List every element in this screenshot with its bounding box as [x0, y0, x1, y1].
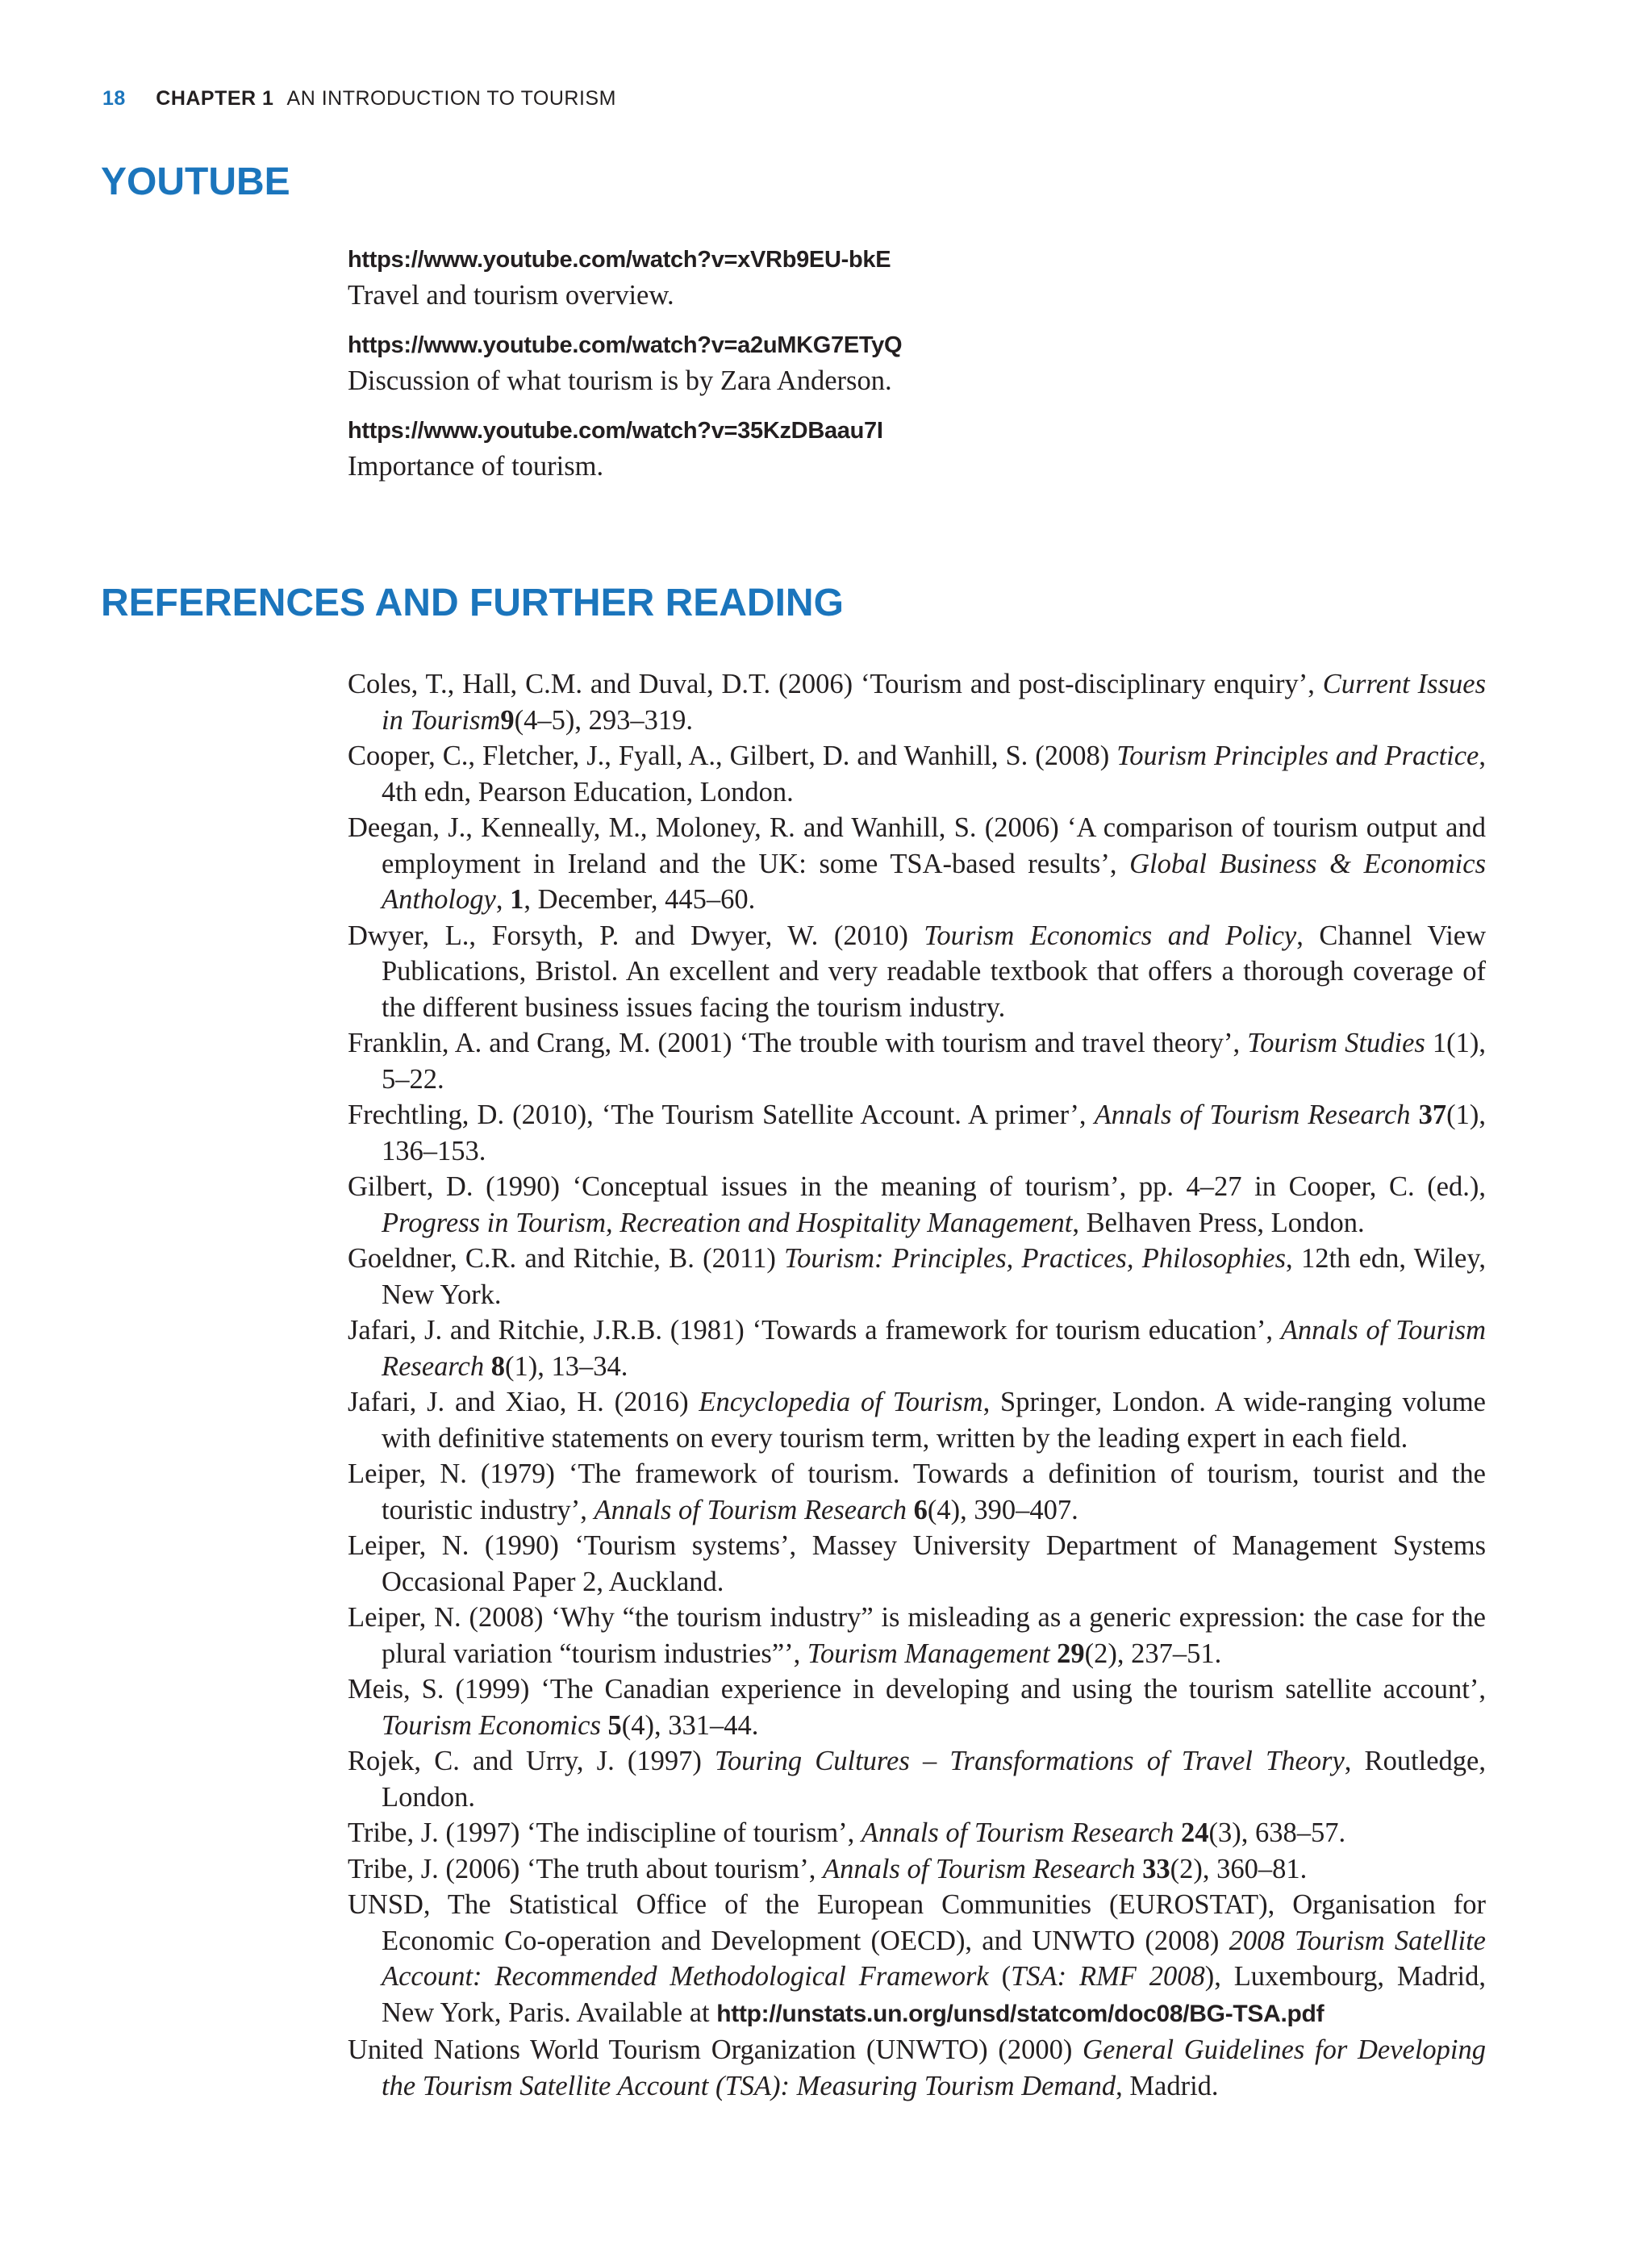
reference-text: (2), 237–51.: [1084, 1638, 1222, 1669]
reference-text: [1136, 1854, 1143, 1884]
reference-title: Global Business & Economics Anthology: [382, 848, 1486, 915]
reference-text: (2), 360–81.: [1170, 1853, 1308, 1884]
reference-title: Annals of Tourism Research: [382, 1315, 1486, 1382]
reference-title: Annals of Tourism Research: [594, 1494, 907, 1525]
reference-title: Tourism Management: [807, 1638, 1050, 1669]
reference-text: (4), 331–44.: [621, 1709, 759, 1741]
reference-title: Progress in Tourism, Recreation and Hospitality Management: [382, 1207, 1073, 1238]
reference-entry: [348, 1671, 1486, 1743]
page-number: 18: [102, 87, 126, 110]
reference-title: 2008 Tourism Satellite Account: Recommended Methodological Framework: [382, 1925, 1486, 1992]
reference-entry: [348, 1743, 1486, 1815]
reference-title: TSA: RMF 2008: [1011, 1961, 1205, 1992]
reference-text: Meis, S. (1999) ‘The Canadian experience in developing and using the tourism satellite account’,: [348, 1674, 1486, 1705]
reference-title: Current Issues in Tourism: [382, 669, 1486, 736]
reference-text: (4), 390–407.: [927, 1494, 1078, 1525]
reference-volume: 8: [490, 1350, 505, 1382]
reference-title: Annals of Tourism Research: [861, 1817, 1174, 1848]
reference-title: General Guidelines for Developing the Tourism Satellite Account (TSA): Measuring Tourism Demand: [382, 2034, 1486, 2101]
reference-entry: [348, 1815, 1486, 1851]
reference-text: , Springer, London. A wide-ranging volume with definitive statements on every tourism term, written by the leading expert in each field.: [382, 1387, 1486, 1454]
reference-text: , Routledge, London.: [382, 1746, 1486, 1813]
youtube-link[interactable]: https://www.youtube.com/watch?v=a2uMKG7ETyQ: [348, 332, 903, 358]
youtube-item: [348, 242, 1477, 313]
reference-title: Tourism Economics and Policy: [924, 920, 1297, 951]
reference-entry: [348, 918, 1486, 1026]
youtube-list: [348, 242, 1477, 499]
reference-title: Tourism: Principles, Practices, Philosophies: [784, 1243, 1287, 1274]
reference-volume: 5: [607, 1709, 622, 1741]
reference-title: Touring Cultures – Transformations of Travel Theory: [715, 1746, 1345, 1776]
youtube-link[interactable]: https://www.youtube.com/watch?v=35KzDBaau7I: [348, 418, 883, 444]
reference-text: ), Luxembourg, Madrid, New York, Paris. Available at: [382, 1961, 1487, 2028]
reference-text: Cooper, C., Fletcher, J., Fyall, A., Gilbert, D. and Wanhill, S. (2008): [348, 741, 1117, 771]
reference-text: Tribe, J. (1997) ‘The indiscipline of tourism’,: [348, 1817, 861, 1848]
reference-volume: 9: [500, 704, 515, 736]
youtube-link[interactable]: https://www.youtube.com/watch?v=xVRb9EU-bkE: [348, 247, 891, 273]
reference-volume: 37: [1418, 1100, 1447, 1130]
reference-volume: 33: [1142, 1853, 1170, 1884]
reference-text: , 12th edn, Wiley, New York.: [382, 1243, 1487, 1310]
reference-text: UNSD, The Statistical Office of the European Communities (EUROSTAT), Organisation for Economic Co-operation and Development (OECD), and UNWTO (2008): [348, 1889, 1486, 1956]
reference-text: (3), 638–57.: [1208, 1817, 1346, 1848]
running-header: [102, 87, 616, 111]
reference-text: Goeldner, C.R. and Ritchie, B. (2011): [348, 1243, 785, 1274]
youtube-item: [348, 328, 1477, 399]
reference-volume: 6: [913, 1494, 928, 1525]
reference-text: (4–5), 293–319.: [514, 704, 693, 736]
reference-title: Encyclopedia of Tourism: [699, 1387, 983, 1417]
reference-title: Tourism Studies: [1247, 1028, 1425, 1058]
reference-entry: [348, 1312, 1486, 1384]
reference-text: 1(1), 5–22.: [382, 1028, 1486, 1095]
youtube-description: Importance of tourism.: [348, 451, 604, 482]
reference-volume: 1: [510, 884, 524, 915]
reference-entry: [348, 1528, 1486, 1600]
reference-text: , Belhaven Press, London.: [1072, 1207, 1365, 1238]
reference-text: [1411, 1100, 1419, 1130]
reference-volume: 24: [1181, 1817, 1209, 1848]
reference-list: [348, 666, 1486, 2104]
reference-entry: [348, 1887, 1486, 2032]
reference-text: Jafari, J. and Ritchie, J.R.B. (1981) ‘Towards a framework for tourism education’,: [348, 1315, 1281, 1346]
reference-entry: [348, 2032, 1486, 2104]
references-heading: REFERENCES AND FURTHER READING: [101, 582, 844, 624]
reference-text: Gilbert, D. (1990) ‘Conceptual issues in the meaning of tourism’, pp. 4–27 in Cooper, C. (ed.),: [348, 1171, 1486, 1202]
reference-entry: [348, 738, 1486, 810]
reference-text: United Nations World Tourism Organization (UNWTO) (2000): [348, 2034, 1083, 2065]
reference-text: Frechtling, D. (2010), ‘The Tourism Satellite Account. A primer’,: [348, 1100, 1095, 1130]
reference-entry: [348, 1851, 1486, 1888]
reference-text: Leiper, N. (2008) ‘Why “the tourism industry” is misleading as a generic expression: the case for the plural variation “tourism industries”’,: [348, 1602, 1486, 1669]
reference-text: Rojek, C. and Urry, J. (1997): [348, 1746, 715, 1776]
reference-text: [1174, 1817, 1181, 1848]
youtube-heading: YOUTUBE: [101, 161, 290, 203]
youtube-item: [348, 413, 1477, 484]
reference-text: , 4th edn, Pearson Education, London.: [382, 741, 1486, 807]
reference-title: Tourism Economics: [382, 1709, 601, 1741]
reference-text: [601, 1710, 608, 1741]
reference-text: Deegan, J., Kenneally, M., Moloney, R. and Wanhill, S. (2006) ‘A comparison of tourism output and employment in Ireland and the UK: some TSA-based results’,: [348, 812, 1486, 879]
reference-entry: [348, 1456, 1486, 1528]
reference-text: , Madrid.: [1116, 2070, 1219, 2101]
reference-entry: [348, 1384, 1486, 1456]
chapter-label: CHAPTER 1: [156, 87, 274, 110]
youtube-description: Travel and tourism overview.: [348, 280, 674, 311]
reference-text: , December, 445–60.: [524, 884, 756, 915]
reference-title: Annals of Tourism Research: [823, 1853, 1136, 1884]
reference-text: Leiper, N. (1979) ‘The framework of tourism. Towards a definition of tourism, tourist and the touristic industry’,: [348, 1458, 1486, 1525]
reference-entry: [348, 666, 1486, 738]
reference-entry: [348, 1025, 1486, 1097]
reference-title: Annals of Tourism Research: [1094, 1100, 1411, 1130]
reference-text: Leiper, N. (1990) ‘Tourism systems’, Massey University Department of Management Systems Occasional Paper 2, Auckland.: [348, 1530, 1486, 1597]
reference-entry: [348, 1169, 1486, 1241]
reference-text: Franklin, A. and Crang, M. (2001) ‘The trouble with tourism and travel theory’,: [348, 1028, 1248, 1058]
reference-title: Tourism Principles and Practice: [1116, 741, 1479, 771]
reference-text: [484, 1351, 491, 1382]
youtube-description: Discussion of what tourism is by Zara Anderson.: [348, 365, 892, 396]
reference-volume: 29: [1057, 1638, 1085, 1669]
reference-text: , Channel View Publications, Bristol. An excellent and very readable textbook that offers a thorough coverage of the different business issues facing the tourism industry.: [382, 920, 1487, 1023]
reference-text: (1), 13–34.: [504, 1350, 628, 1382]
reference-text: ,: [495, 884, 511, 915]
chapter-title: AN INTRODUCTION TO TOURISM: [286, 87, 616, 110]
reference-text: Coles, T., Hall, C.M. and Duval, D.T. (2006) ‘Tourism and post-disciplinary enquiry’,: [348, 669, 1323, 699]
reference-text: Dwyer, L., Forsyth, P. and Dwyer, W. (2010): [348, 920, 924, 951]
reference-link[interactable]: http://unstats.un.org/unsd/statcom/doc08/BG-TSA.pdf: [716, 2000, 1325, 2027]
reference-text: Jafari, J. and Xiao, H. (2016): [348, 1387, 699, 1417]
reference-text: Tribe, J. (2006) ‘The truth about tourism’,: [348, 1853, 823, 1884]
reference-text: [1050, 1638, 1058, 1669]
reference-text: (1), 136–153.: [382, 1100, 1486, 1166]
reference-entry: [348, 1241, 1486, 1312]
reference-entry: [348, 1097, 1486, 1169]
reference-entry: [348, 1600, 1486, 1671]
reference-text: [907, 1495, 914, 1525]
reference-entry: [348, 810, 1486, 918]
reference-text: (: [988, 1961, 1012, 1992]
